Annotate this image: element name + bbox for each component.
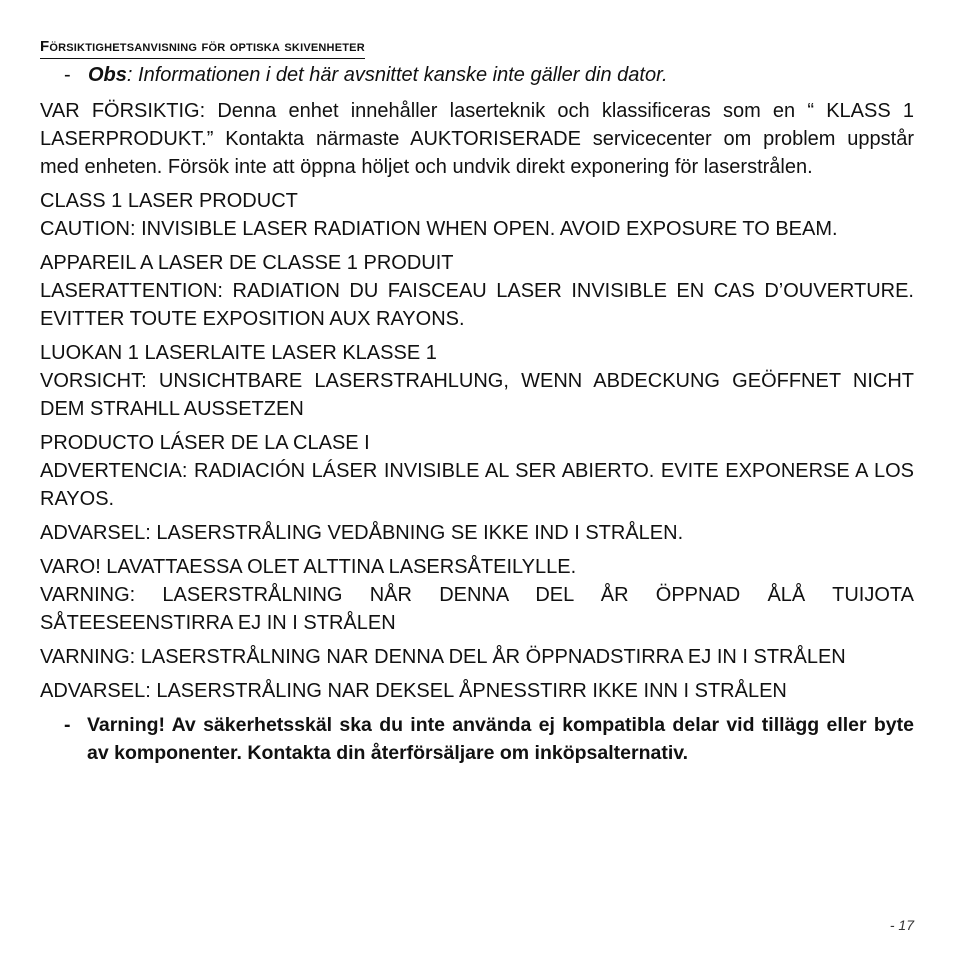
class1-spanish-title: PRODUCTO LÁSER DE LA CLASE I bbox=[40, 432, 370, 454]
advarsel-norwegian: ADVARSEL: LASERSTRÅLING NAR DEKSEL ÅPNESSTIRR IKKE INN I STRÅLEN bbox=[40, 680, 787, 702]
note-item bbox=[40, 61, 914, 89]
varning-text-2: VARNING: LASERSTRÅLNING NAR DENNA DEL ÅR ÖPPNADSTIRRA EJ IN I STRÅLEN bbox=[40, 646, 846, 668]
class1-german-text: VORSICHT: UNSICHTBARE LASERSTRAHLUNG, WENN ABDECKUNG GEÖFFNET NICHT DEM STRAHLL AUSSETZEN bbox=[40, 370, 914, 420]
warning-item bbox=[40, 711, 914, 767]
class1-english-title: CLASS 1 LASER PRODUCT bbox=[40, 190, 298, 212]
warning-text: Varning! Av säkerhetsskäl ska du inte använda ej kompatibla delar vid tillägg eller byte av komponenter. Kontakta din återförsäljare om inköpsalternativ. bbox=[87, 714, 914, 764]
warning-dash: - bbox=[64, 714, 71, 736]
class1-english-text: CAUTION: INVISIBLE LASER RADIATION WHEN OPEN. AVOID EXPOSURE TO BEAM. bbox=[40, 218, 838, 240]
class1-french-text: LASERATTENTION: RADIATION DU FAISCEAU LASER INVISIBLE EN CAS D’OUVERTURE. EVITTER TOUTE EXPOSITION AUX RAYONS. bbox=[40, 280, 914, 330]
varning-text-1: VARNING: LASERSTRÅLNING NÅR DENNA DEL ÅR ÖPPNAD ÅLÅ TUIJOTA SÅTEESEENSTIRRA EJ IN I STRÅLEN bbox=[40, 584, 914, 634]
class1-english-block bbox=[40, 187, 914, 243]
class1-finnish-german-block bbox=[40, 339, 914, 423]
section-heading: Försiktighetsanvisning för optiska skivenheter bbox=[40, 36, 365, 59]
note-dash: - bbox=[64, 64, 71, 86]
note-text-wrapper bbox=[64, 61, 914, 89]
caution-swedish: VAR FÖRSIKTIG: Denna enhet innehåller laserteknik och klassificeras som en “ KLASS 1 LASERPRODUKT.” Kontakta närmaste AUKTORISERADE servicecenter om problem uppstår med enheten. Försök inte att öppna höljet och undvik direkt exponering för laserstrålen. bbox=[40, 100, 914, 178]
note-label: Obs bbox=[88, 64, 127, 86]
class1-spanish-block bbox=[40, 429, 914, 513]
advarsel-danish: ADVARSEL: LASERSTRÅLING VEDÅBNING SE IKKE IND I STRÅLEN. bbox=[40, 522, 684, 544]
class1-french-title: APPAREIL A LASER DE CLASSE 1 PRODUIT bbox=[40, 252, 454, 274]
note-text: : Informationen i det här avsnittet kanske inte gäller din dator. bbox=[126, 64, 668, 86]
class1-french-block bbox=[40, 249, 914, 333]
class1-spanish-text: ADVERTENCIA: RADIACIÓN LÁSER INVISIBLE AL SER ABIERTO. EVITE EXPONERSE A LOS RAYOS. bbox=[40, 460, 914, 510]
class1-finnish-title: LUOKAN 1 LASERLAITE LASER KLASSE 1 bbox=[40, 342, 437, 364]
document-page bbox=[40, 36, 914, 767]
varo-block bbox=[40, 553, 914, 637]
varo-finnish-title: VARO! LAVATTAESSA OLET ALTTINA LASERSÅTEILYLLE. bbox=[40, 556, 577, 578]
page-number: - 17 bbox=[889, 917, 914, 933]
